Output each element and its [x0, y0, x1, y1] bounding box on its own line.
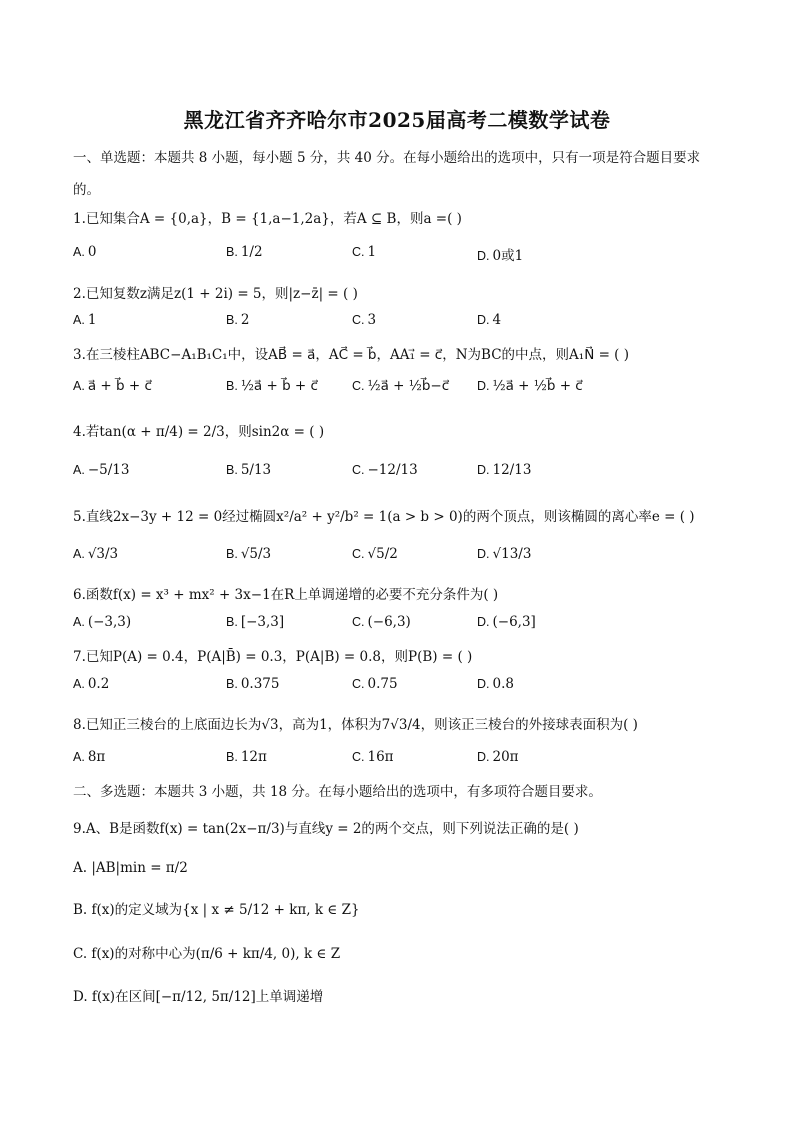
- q6-option-a: A. (−3,3): [73, 614, 132, 630]
- q3-option-a: A. a⃗ + b⃗ + c⃗: [73, 378, 152, 394]
- q3-option-b: B. ½a⃗ + b⃗ + c⃗: [226, 378, 318, 394]
- q7-option-a: A. 0.2: [73, 676, 110, 692]
- q2-option-c: C. 3: [352, 312, 377, 328]
- q7-option-d: D. 0.8: [477, 676, 514, 692]
- q6-option-d: D. (−6,3]: [477, 614, 536, 630]
- q9-option-c: C. f(x)的对称中心为(π/6 + kπ/4, 0), k ∈ Z: [73, 946, 341, 962]
- q3-option-d: D. ½a⃗ + ½b⃗ + c⃗: [477, 378, 583, 394]
- q9-option-a: A. |AB|min = π/2: [73, 860, 188, 876]
- question-6-stem: 6.函数f(x) = x³ + mx² + 3x−1在R上单调递增的必要不充分条件为( ): [73, 587, 499, 603]
- q1-option-d: D. 0或1: [477, 248, 524, 264]
- q6-option-c: C. (−6,3): [352, 614, 411, 630]
- q7-option-c: C. 0.75: [352, 676, 398, 692]
- question-2-stem: 2.已知复数z满足z(1 + 2i) = 5，则|z−z̄| = ( ): [73, 286, 358, 302]
- q2-option-a: A. 1: [73, 312, 97, 328]
- q7-option-b: B. 0.375: [226, 676, 280, 692]
- section1-heading-cont: 的。: [73, 182, 100, 198]
- question-3-stem: 3.在三棱柱ABC−A₁B₁C₁中，设AB⃗ = a⃗，AC⃗ = b⃗，AA₁⃗ = c⃗，N为BC的中点，则A₁N⃗ = ( ): [73, 347, 630, 363]
- section1-heading: 一、单选题：本题共 8 小题，每小题 5 分，共 40 分。在每小题给出的选项中，只有一项是符合题目要求: [73, 150, 701, 166]
- q1-option-c: C. 1: [352, 244, 377, 260]
- q6-option-b: B. [−3,3]: [226, 614, 285, 630]
- q9-option-b: B. f(x)的定义域为{x | x ≠ 5/12 + kπ, k ∈ Z}: [73, 902, 360, 918]
- q8-option-d: D. 20π: [477, 749, 519, 765]
- q4-option-c: C. −12/13: [352, 462, 418, 478]
- q1-option-b: B. 1/2: [226, 244, 263, 260]
- section2-heading: 二、多选题：本题共 3 小题，共 18 分。在每小题给出的选项中，有多项符合题目要求。: [73, 784, 602, 800]
- question-4-stem: 4.若tan(α + π/4) = 2/3，则sin2α = ( ): [73, 424, 325, 440]
- question-8-stem: 8.已知正三棱台的上底面边长为√3，高为1，体积为7√3/4，则该正三棱台的外接球表面积为( ): [73, 717, 638, 733]
- q3-option-c: C. ½a⃗ + ½b⃗−c⃗: [352, 378, 450, 394]
- question-9-stem: 9.A、B是函数f(x) = tan(2x−π/3)与直线y = 2的两个交点，则下列说法正确的是( ): [73, 821, 579, 837]
- q9-option-d: D. f(x)在区间[−π/12, 5π/12]上单调递增: [73, 989, 324, 1005]
- q8-option-b: B. 12π: [226, 749, 267, 765]
- q4-option-b: B. 5/13: [226, 462, 272, 478]
- q5-option-a: A. √3/3: [73, 546, 119, 562]
- question-7-stem: 7.已知P(A) = 0.4，P(A|B̄) = 0.3，P(A|B) = 0.8，则P(B) = ( ): [73, 649, 473, 665]
- question-5-stem: 5.直线2x−3y + 12 = 0经过椭圆x²/a² + y²/b² = 1(a > b > 0)的两个顶点，则该椭圆的离心率e = ( ): [73, 509, 695, 525]
- q5-option-c: C. √5/2: [352, 546, 398, 562]
- q5-option-d: D. √13/3: [477, 546, 532, 562]
- q2-option-b: B. 2: [226, 312, 250, 328]
- q8-option-a: A. 8π: [73, 749, 106, 765]
- question-1-stem: 1.已知集合A = {0,a}，B = {1,a−1,2a}，若A ⊆ B，则a =( ): [73, 211, 462, 227]
- q8-option-c: C. 16π: [352, 749, 394, 765]
- q4-option-d: D. 12/13: [477, 462, 532, 478]
- q5-option-b: B. √5/3: [226, 546, 272, 562]
- q4-option-a: A. −5/13: [73, 462, 130, 478]
- exam-title: 黑龙江省齐齐哈尔市2025届高考二模数学试卷: [183, 108, 611, 132]
- q2-option-d: D. 4: [477, 312, 502, 328]
- q1-option-a: A. 0: [73, 244, 97, 260]
